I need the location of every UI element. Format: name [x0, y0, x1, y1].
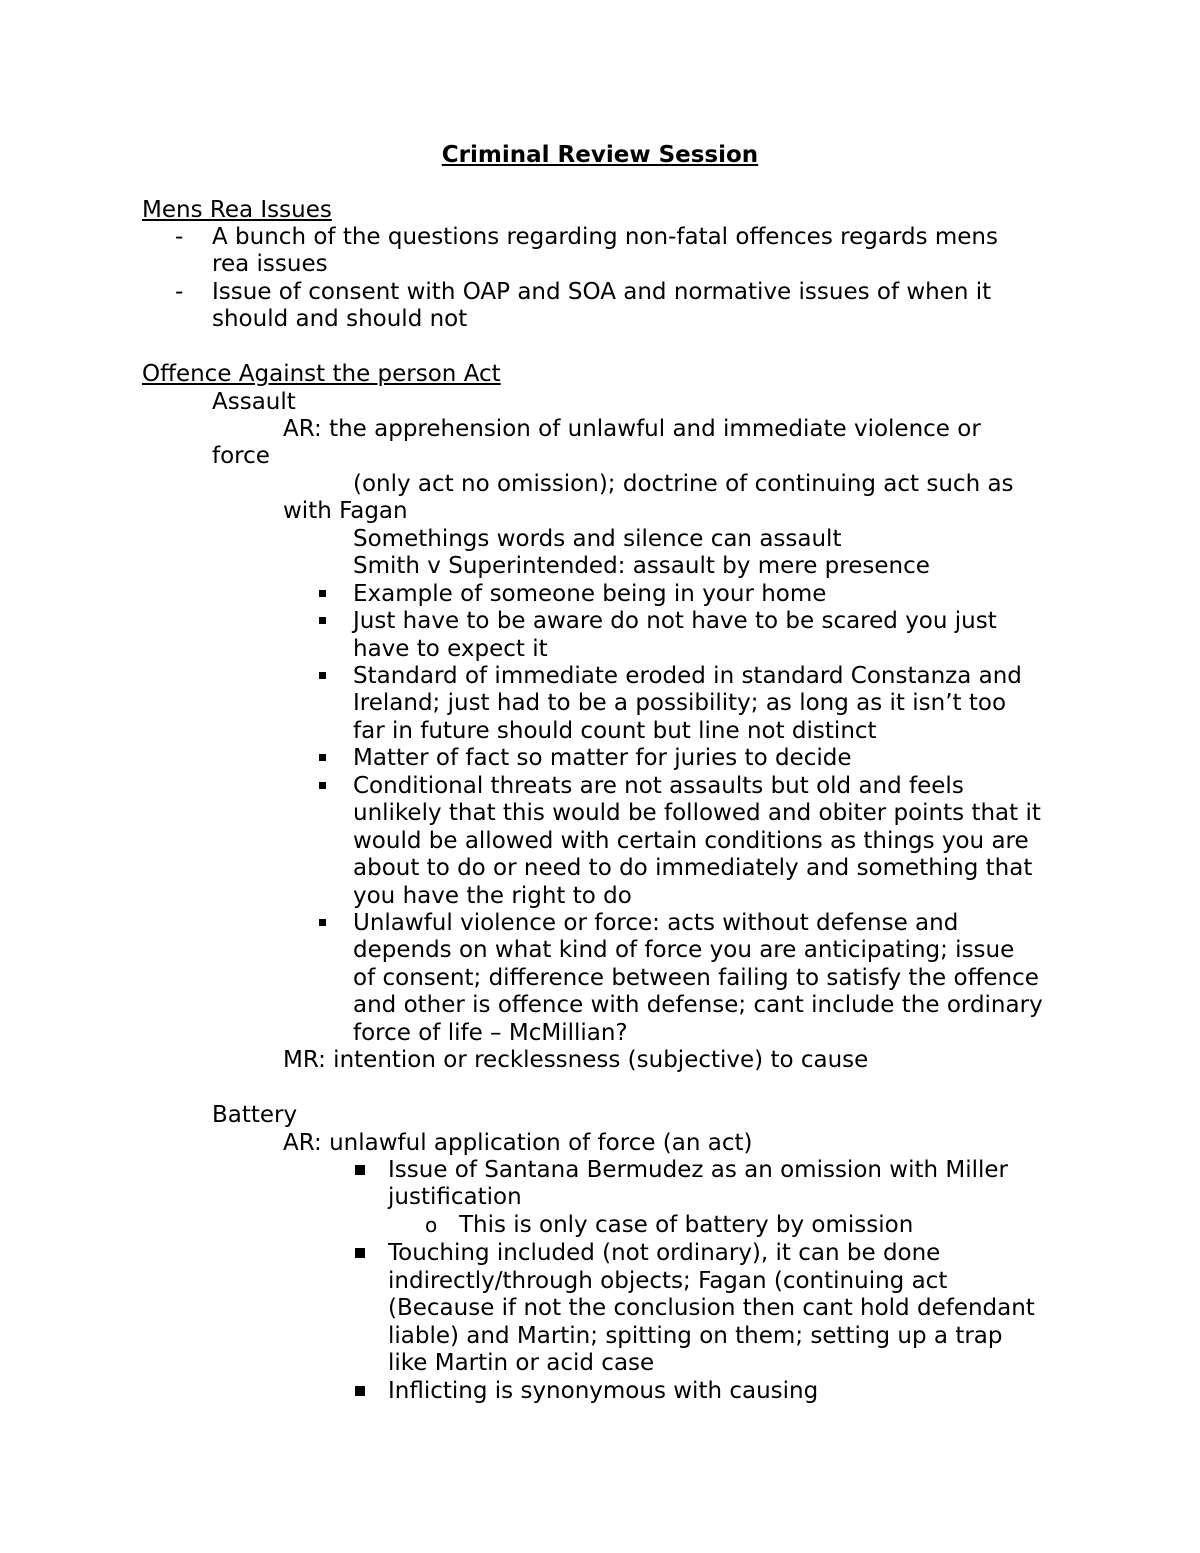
assault-continuing-line: with Fagan [283, 498, 408, 524]
dash-bullet: - [175, 279, 184, 305]
list-item-line: (Because if not the conclusion then cant hold defendant [388, 1295, 1035, 1321]
assault-note: Smith v Superintended: assault by mere presence [353, 553, 930, 579]
list-item-line: Unlawful violence or force: acts without defense and [353, 910, 959, 936]
list-item-line: Example of someone being in your home [353, 581, 827, 607]
square-bullet-icon [319, 782, 326, 789]
list-item-line: Inflicting is synonymous with causing [388, 1378, 819, 1404]
list-item-line: force of life – McMillian? [353, 1020, 628, 1046]
square-bullet-icon [355, 1165, 365, 1175]
circle-bullet-icon: o [425, 1213, 438, 1237]
list-item-line: of consent; difference between failing to satisfy the offence [353, 965, 1039, 991]
list-item-line: you have the right to do [353, 883, 632, 909]
list-item-line: rea issues [212, 251, 328, 277]
list-item-line: about to do or need to do immediately and something that [353, 855, 1033, 881]
list-item-line: have to expect it [353, 636, 548, 662]
list-item-line: indirectly/through objects; Fagan (continuing act [388, 1268, 948, 1294]
list-item-line: Matter of fact so matter for juries to decide [353, 745, 852, 771]
list-item-line: should and should not [212, 306, 468, 332]
list-item-line: like Martin or acid case [388, 1350, 655, 1376]
square-bullet-icon [319, 617, 326, 624]
list-item-line: Issue of Santana Bermudez as an omission with Miller [388, 1157, 1009, 1183]
list-item-line: A bunch of the questions regarding non-fatal offences regards mens [212, 224, 998, 250]
list-item-line: and other is offence with defense; cant include the ordinary [353, 992, 1043, 1018]
square-bullet-icon [319, 672, 326, 679]
assault-ar-line: force [212, 443, 270, 469]
list-item-line: would be allowed with certain conditions as things you are [353, 828, 1029, 854]
subheading-assault: Assault [212, 389, 296, 415]
battery-ar: AR: unlawful application of force (an act) [283, 1130, 753, 1156]
list-item-line: depends on what kind of force you are anticipating; issue [353, 937, 1015, 963]
list-item-line: liable) and Martin; spitting on them; setting up a trap [388, 1323, 1003, 1349]
square-bullet-icon [319, 919, 326, 926]
list-item-line: Conditional threats are not assaults but old and feels [353, 773, 964, 799]
square-bullet-icon [319, 754, 326, 761]
assault-mr: MR: intention or recklessness (subjective) to cause [283, 1047, 869, 1073]
list-item-line: Touching included (not ordinary), it can be done [388, 1240, 941, 1266]
list-item-line: unlikely that this would be followed and obiter points that it [353, 800, 1041, 826]
page-title: Criminal Review Session [441, 142, 759, 168]
assault-note: Somethings words and silence can assault [353, 526, 842, 552]
subheading-battery: Battery [212, 1102, 298, 1128]
dash-bullet: - [175, 224, 184, 250]
assault-ar-line: AR: the apprehension of unlawful and immediate violence or [283, 416, 981, 442]
square-bullet-icon [355, 1248, 365, 1258]
square-bullet-icon [319, 590, 326, 597]
section-heading-mens-rea: Mens Rea Issues [142, 197, 332, 223]
square-bullet-icon [355, 1386, 365, 1396]
list-item-line: Just have to be aware do not have to be scared you just [353, 608, 997, 634]
list-item-line: Ireland; just had to be a possibility; as long as it isn’t too [353, 690, 1007, 716]
list-item-line: justification [388, 1184, 522, 1210]
list-item-line: Standard of immediate eroded in standard Constanza and [353, 663, 1022, 689]
assault-continuing-line: (only act no omission); doctrine of continuing act such as [353, 471, 1014, 497]
section-heading-oapa: Offence Against the person Act [142, 361, 501, 387]
sub-list-item-line: This is only case of battery by omission [459, 1212, 914, 1238]
list-item-line: Issue of consent with OAP and SOA and normative issues of when it [212, 279, 992, 305]
list-item-line: far in future should count but line not distinct [353, 718, 877, 744]
